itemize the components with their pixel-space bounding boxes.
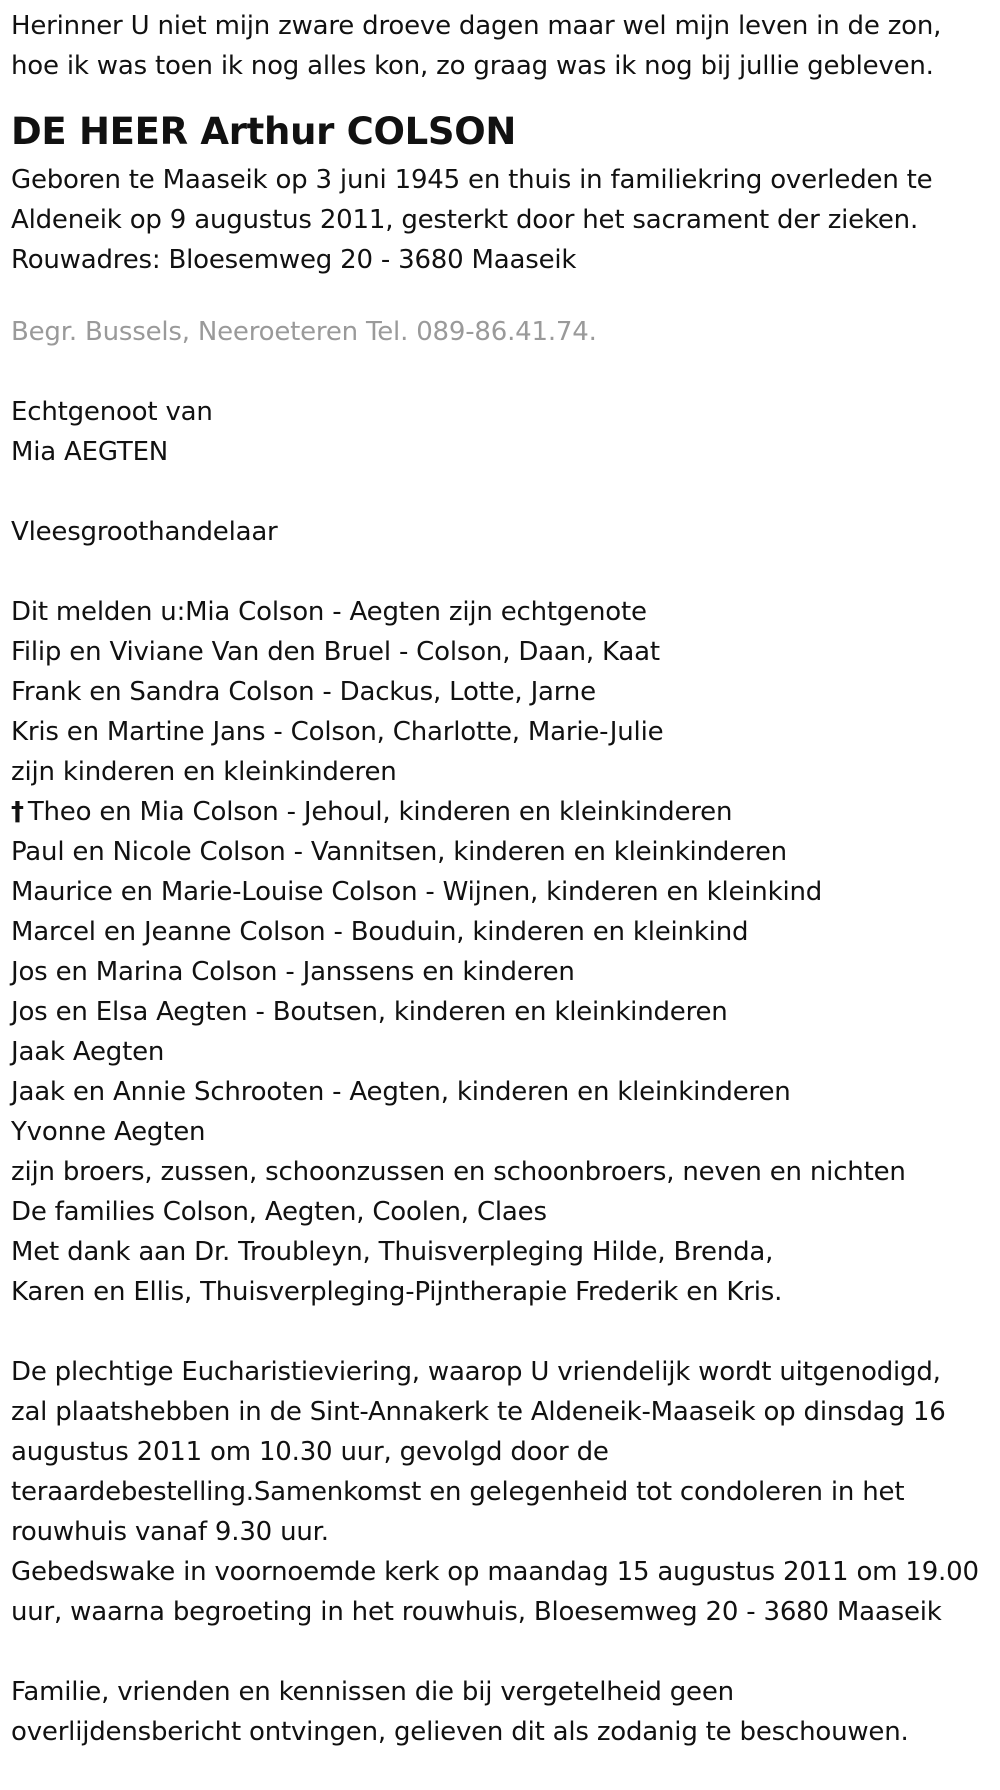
- family-line: Dit melden u:Mia Colson - Aegten zijn echtgenote: [11, 597, 647, 627]
- spacer: [11, 352, 1000, 392]
- family-line: Yvonne Aegten: [11, 1117, 206, 1147]
- family-line: Kris en Martine Jans - Colson, Charlotte, Marie-Julie: [11, 717, 664, 747]
- spacer: [11, 1312, 1000, 1352]
- family-line: Jos en Elsa Aegten - Boutsen, kinderen en kleinkinderen: [11, 997, 728, 1027]
- vigil-line: Gebedswake in voornoemde kerk op maandag 15 augustus 2011 om 19.00: [11, 1557, 979, 1587]
- vigil-line: uur, waarna begroeting in het rouwhuis, Bloesemweg 20 - 3680 Maaseik: [11, 1597, 942, 1627]
- occupation: Vleesgroothandelaar: [11, 517, 278, 547]
- notice-block: [11, 1672, 1000, 1752]
- spouse-label: Echtgenoot van: [11, 397, 213, 427]
- spouse-name: Mia AEGTEN: [11, 437, 169, 467]
- spacer: [11, 86, 1000, 102]
- family-line: zijn kinderen en kleinkinderen: [11, 757, 397, 787]
- ceremony-line: rouwhuis vanaf 9.30 uur.: [11, 1517, 329, 1547]
- verse: [11, 6, 1000, 86]
- notice-line: Familie, vrienden en kennissen die bij vergetelheid geen: [11, 1677, 734, 1707]
- thanks-line: Met dank aan Dr. Troubleyn, Thuisverpleging Hilde, Brenda,: [11, 1237, 774, 1267]
- verse-line: hoe ik was toen ik nog alles kon, zo graag was ik nog bij jullie gebleven.: [11, 51, 934, 81]
- deceased-name: DE HEER Arthur COLSON: [11, 110, 517, 153]
- undertaker-info: Begr. Bussels, Neeroeteren Tel. 089-86.41.74.: [11, 317, 597, 347]
- ceremony-line: teraardebestelling.Samenkomst en gelegenheid tot condoleren in het: [11, 1477, 905, 1507]
- verse-line: Herinner U niet mijn zware droeve dagen maar wel mijn leven in de zon,: [11, 11, 942, 41]
- spacer: [11, 296, 1000, 312]
- family-line: Filip en Viviane Van den Bruel - Colson, Daan, Kaat: [11, 637, 660, 667]
- family-line: Jos en Marina Colson - Janssens en kinderen: [11, 957, 575, 987]
- cross-icon: †: [11, 797, 24, 827]
- family-line-deceased: [11, 792, 1000, 832]
- family-line: De families Colson, Aegten, Coolen, Claes: [11, 1197, 547, 1227]
- spouse-block: [11, 392, 1000, 472]
- family-line: Jaak en Annie Schrooten - Aegten, kinderen en kleinkinderen: [11, 1077, 791, 1107]
- family-list: [11, 592, 1000, 1312]
- birth-death-line: Geboren te Maaseik op 3 juni 1945 en thuis in familiekring overleden te: [11, 165, 933, 195]
- deceased-block: [11, 104, 1000, 280]
- family-line: Maurice en Marie-Louise Colson - Wijnen, kinderen en kleinkind: [11, 877, 823, 907]
- spacer: [11, 280, 1000, 296]
- family-line: Frank en Sandra Colson - Dackus, Lotte, Jarne: [11, 677, 596, 707]
- ceremony-line: De plechtige Eucharistieviering, waarop U vriendelijk wordt uitgenodigd,: [11, 1357, 941, 1387]
- mourning-address: Rouwadres: Bloesemweg 20 - 3680 Maaseik: [11, 245, 577, 275]
- family-line-text: Theo en Mia Colson - Jehoul, kinderen en kleinkinderen: [27, 797, 733, 827]
- family-line: Marcel en Jeanne Colson - Bouduin, kinderen en kleinkind: [11, 917, 749, 947]
- family-line: Paul en Nicole Colson - Vannitsen, kinderen en kleinkinderen: [11, 837, 787, 867]
- family-line: Jaak Aegten: [11, 1037, 165, 1067]
- ceremony-line: augustus 2011 om 10.30 uur, gevolgd door de: [11, 1437, 609, 1467]
- thanks-line: Karen en Ellis, Thuisverpleging-Pijntherapie Frederik en Kris.: [11, 1277, 783, 1307]
- spacer: [11, 1632, 1000, 1672]
- spacer: [11, 472, 1000, 512]
- spacer: [11, 552, 1000, 592]
- ceremony-line: zal plaatshebben in de Sint-Annakerk te Aldeneik-Maaseik op dinsdag 16: [11, 1397, 946, 1427]
- birth-death-line: Aldeneik op 9 augustus 2011, gesterkt door het sacrament der zieken.: [11, 205, 919, 235]
- notice-line: overlijdensbericht ontvingen, gelieven dit als zodanig te beschouwen.: [11, 1717, 909, 1747]
- family-line: zijn broers, zussen, schoonzussen en schoonbroers, neven en nichten: [11, 1157, 906, 1187]
- ceremony-block: [11, 1352, 1000, 1632]
